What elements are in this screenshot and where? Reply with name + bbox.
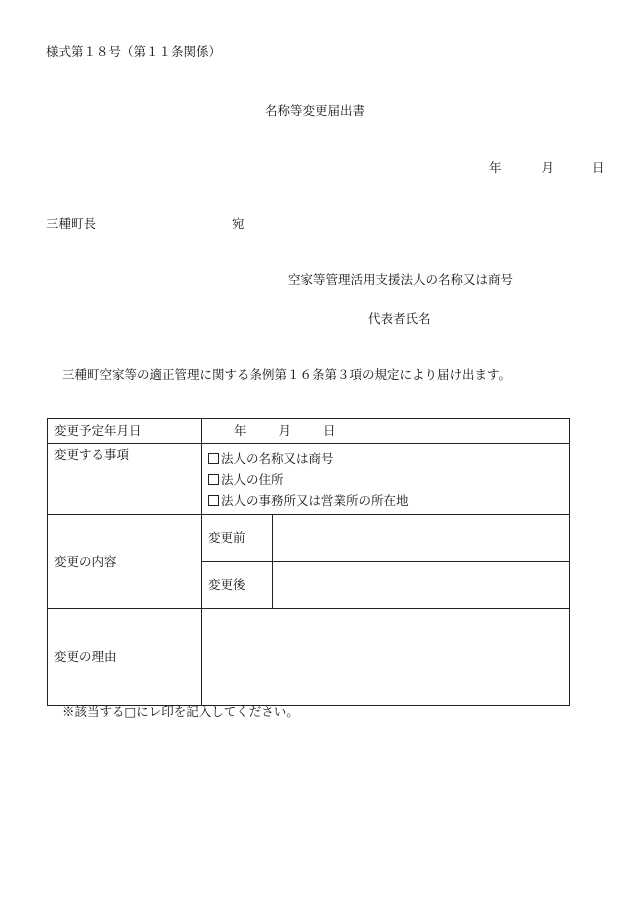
- after-label: 変更後: [202, 562, 273, 609]
- after-field[interactable]: [273, 562, 570, 609]
- corporation-name-label: 空家等管理活用支援法人の名称又は商号: [288, 272, 514, 287]
- document-title: 名称等変更届出書: [264, 103, 365, 118]
- table-row: [48, 515, 570, 562]
- checkbox[interactable]: [208, 453, 219, 464]
- checkbox[interactable]: [208, 474, 219, 485]
- form-number: 様式第１８号（第１１条関係）: [46, 44, 222, 59]
- date-year-label: 年: [489, 160, 502, 175]
- check-item-address[interactable]: 法人の住所: [208, 469, 569, 490]
- representative-name-label: 代表者氏名: [368, 311, 431, 326]
- date-day-label: 日: [591, 160, 605, 175]
- checkbox[interactable]: [208, 495, 219, 506]
- scheduled-date-month: 月: [278, 423, 291, 438]
- addressee-suffix: 宛: [232, 216, 245, 231]
- scheduled-date-label: 変更予定年月日: [48, 419, 202, 444]
- date-month-label: 月: [541, 160, 554, 175]
- reason-field[interactable]: [202, 609, 570, 706]
- check-item-name[interactable]: 法人の名称又は商号: [208, 448, 569, 469]
- scheduled-date-year: 年: [234, 423, 247, 438]
- reason-label: 変更の理由: [48, 609, 202, 706]
- date-line: [489, 160, 604, 176]
- items-label: 変更する事項: [48, 444, 202, 515]
- scheduled-date-field[interactable]: [202, 419, 570, 444]
- change-form-table: [47, 418, 570, 706]
- content-label: 変更の内容: [48, 515, 202, 609]
- addressee-name: 三種町長: [46, 216, 97, 231]
- before-label: 変更前: [202, 515, 273, 562]
- before-field[interactable]: [273, 515, 570, 562]
- table-row: [48, 419, 570, 444]
- statement-text: 三種町空家等の適正管理に関する条例第１６条第３項の規定により届け出ます。: [62, 367, 512, 382]
- table-row: [48, 444, 570, 515]
- check-item-office[interactable]: 法人の事務所又は営業所の所在地: [208, 490, 569, 511]
- table-row: [48, 609, 570, 706]
- note-text: ※該当する□にレ印を記入してください。: [62, 704, 299, 719]
- items-checklist: [202, 444, 570, 515]
- scheduled-date-day: 日: [322, 423, 336, 438]
